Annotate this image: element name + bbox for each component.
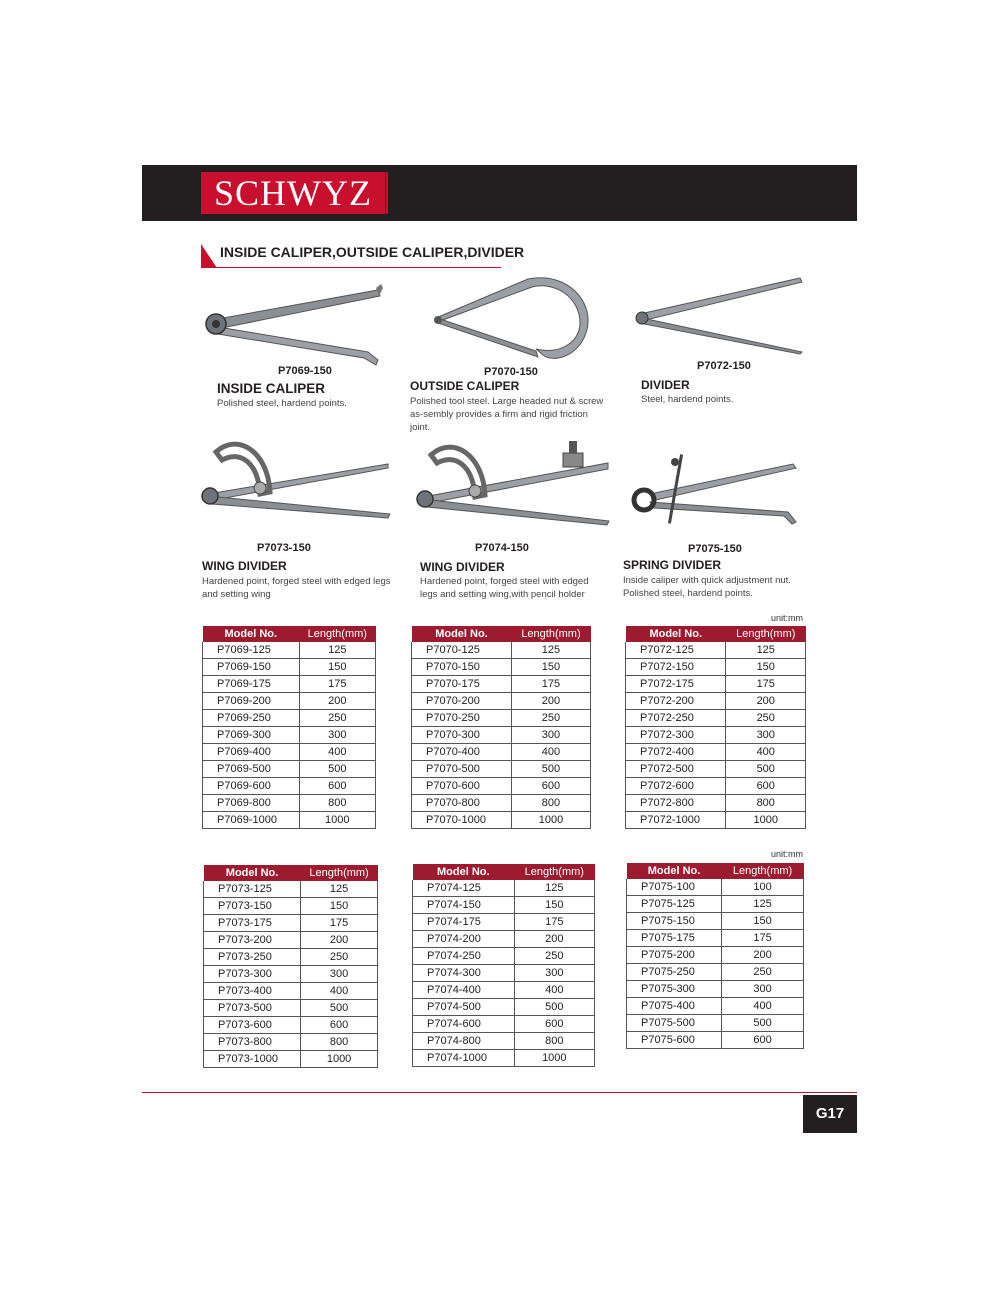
length-cell: 125	[514, 880, 594, 897]
model-cell: P7072-400	[626, 744, 726, 761]
product-desc: Hardened point, forged steel with edged legs and setting wing	[202, 576, 391, 600]
model-cell: P7074-175	[413, 914, 515, 931]
product-name: WING DIVIDER	[202, 559, 287, 573]
section-underline	[201, 267, 501, 268]
model-cell: P7073-300	[204, 966, 301, 983]
product-name: SPRING DIVIDER	[623, 558, 722, 572]
length-cell: 600	[514, 1016, 594, 1033]
model-cell: P7075-300	[627, 981, 722, 998]
table-row	[204, 881, 378, 898]
model-cell: P7075-125	[627, 896, 722, 913]
length-cell: 800	[301, 1034, 378, 1051]
product-name: WING DIVIDER	[420, 560, 505, 574]
table-row	[626, 659, 806, 676]
table-header-row	[626, 626, 806, 642]
model-cell: P7072-800	[626, 795, 726, 812]
table-row	[627, 879, 804, 896]
length-cell: 150	[299, 659, 375, 676]
length-cell: 500	[511, 761, 590, 778]
table-row	[203, 659, 376, 676]
table-row	[203, 812, 376, 829]
model-cell: P7073-150	[204, 898, 301, 915]
length-cell: 175	[511, 676, 590, 693]
product-code: P7073-150	[257, 542, 311, 554]
table-row	[412, 642, 591, 659]
model-cell: P7075-400	[627, 998, 722, 1015]
model-cell: P7070-125	[412, 642, 512, 659]
table-row	[626, 795, 806, 812]
model-cell: P7072-1000	[626, 812, 726, 829]
length-cell: 1000	[301, 1051, 378, 1068]
column-header-length: Length(mm)	[726, 626, 806, 642]
table-row	[413, 931, 595, 948]
table-row	[413, 965, 595, 982]
footer-divider	[142, 1092, 857, 1093]
table-row	[627, 981, 804, 998]
table-row	[413, 948, 595, 965]
length-cell: 175	[301, 915, 378, 932]
table-row	[627, 998, 804, 1015]
table-row	[627, 1032, 804, 1049]
model-cell: P7070-1000	[412, 812, 512, 829]
length-cell: 1000	[299, 812, 375, 829]
table-row	[627, 964, 804, 981]
length-cell: 400	[726, 744, 806, 761]
length-cell: 125	[301, 881, 378, 898]
table-row	[626, 778, 806, 795]
model-cell: P7072-250	[626, 710, 726, 727]
table-row	[413, 1016, 595, 1033]
length-cell: 300	[722, 981, 804, 998]
model-cell: P7069-500	[203, 761, 300, 778]
wing-divider-icon	[198, 432, 393, 527]
model-cell: P7075-250	[627, 964, 722, 981]
table-row	[203, 727, 376, 744]
model-cell: P7074-600	[413, 1016, 515, 1033]
divider-icon	[632, 276, 804, 356]
table-row	[412, 693, 591, 710]
table-row	[204, 949, 378, 966]
table-row	[626, 761, 806, 778]
table-row	[412, 744, 591, 761]
model-cell: P7070-600	[412, 778, 512, 795]
product-name: OUTSIDE CALIPER	[410, 379, 520, 393]
model-cell: P7070-500	[412, 761, 512, 778]
spring-divider-icon	[628, 452, 800, 527]
length-cell: 200	[726, 693, 806, 710]
table-row	[204, 932, 378, 949]
page-number: G17	[803, 1095, 857, 1133]
column-header-length: Length(mm)	[514, 864, 594, 880]
model-cell: P7070-400	[412, 744, 512, 761]
product-desc: Inside caliper with quick adjustment nut. Polished steel, hardend points.	[623, 575, 791, 599]
spec-table-p7075	[626, 863, 804, 1049]
table-row	[627, 1015, 804, 1032]
length-cell: 400	[514, 982, 594, 999]
table-row	[204, 983, 378, 1000]
table-header-row	[204, 865, 378, 881]
model-cell: P7070-150	[412, 659, 512, 676]
brand-logo: SCHWYZ	[201, 172, 385, 214]
table-row	[203, 676, 376, 693]
column-header-model: Model No.	[413, 864, 515, 880]
column-header-length: Length(mm)	[511, 626, 590, 642]
length-cell: 500	[726, 761, 806, 778]
table-row	[627, 947, 804, 964]
table-row	[413, 897, 595, 914]
product-code: P7070-150	[484, 366, 538, 378]
product-code: P7072-150	[697, 360, 751, 372]
model-cell: P7069-150	[203, 659, 300, 676]
product-desc: Polished steel, hardend points.	[217, 398, 347, 409]
table-row	[412, 761, 591, 778]
table-row	[627, 913, 804, 930]
model-cell: P7073-200	[204, 932, 301, 949]
table-row	[204, 1000, 378, 1017]
length-cell: 300	[299, 727, 375, 744]
table-row	[412, 778, 591, 795]
spec-table-p7070	[411, 626, 591, 829]
model-cell: P7074-400	[413, 982, 515, 999]
length-cell: 250	[722, 964, 804, 981]
length-cell: 125	[722, 896, 804, 913]
length-cell: 800	[514, 1033, 594, 1050]
model-cell: P7072-200	[626, 693, 726, 710]
length-cell: 800	[726, 795, 806, 812]
table-row	[412, 710, 591, 727]
length-cell: 1000	[511, 812, 590, 829]
length-cell: 500	[722, 1015, 804, 1032]
model-cell: P7069-600	[203, 778, 300, 795]
table-row	[627, 896, 804, 913]
length-cell: 400	[511, 744, 590, 761]
model-cell: P7069-800	[203, 795, 300, 812]
table-row	[626, 812, 806, 829]
model-cell: P7075-175	[627, 930, 722, 947]
column-header-model: Model No.	[626, 626, 726, 642]
spec-table-p7074	[412, 864, 595, 1067]
length-cell: 125	[726, 642, 806, 659]
outside-caliper-icon	[428, 273, 593, 363]
table-row	[626, 676, 806, 693]
column-header-length: Length(mm)	[299, 626, 375, 642]
length-cell: 150	[511, 659, 590, 676]
table-row	[203, 795, 376, 812]
model-cell: P7069-400	[203, 744, 300, 761]
model-cell: P7074-250	[413, 948, 515, 965]
table-row	[413, 1050, 595, 1067]
product-desc: Hardened point, forged steel with edged legs and setting wing,with pencil holder	[420, 576, 589, 600]
length-cell: 200	[722, 947, 804, 964]
length-cell: 250	[726, 710, 806, 727]
spec-table-p7069	[202, 626, 376, 829]
length-cell: 175	[299, 676, 375, 693]
table-row	[203, 693, 376, 710]
table-row	[626, 727, 806, 744]
model-cell: P7072-125	[626, 642, 726, 659]
table-row	[204, 1017, 378, 1034]
length-cell: 250	[511, 710, 590, 727]
model-cell: P7072-150	[626, 659, 726, 676]
wing-divider-pencil-icon	[413, 435, 611, 530]
length-cell: 400	[299, 744, 375, 761]
model-cell: P7069-300	[203, 727, 300, 744]
table-row	[413, 999, 595, 1016]
model-cell: P7069-1000	[203, 812, 300, 829]
length-cell: 600	[299, 778, 375, 795]
length-cell: 600	[722, 1032, 804, 1049]
product-desc: Polished tool steel. Large headed nut & screw as-sembly provides a firm and rigid friction joint.	[410, 396, 604, 433]
model-cell: P7070-800	[412, 795, 512, 812]
table-row	[413, 982, 595, 999]
model-cell: P7072-500	[626, 761, 726, 778]
table-row	[412, 727, 591, 744]
length-cell: 150	[722, 913, 804, 930]
length-cell: 500	[514, 999, 594, 1016]
product-desc: Steel, hardend points.	[641, 394, 734, 405]
model-cell: P7075-500	[627, 1015, 722, 1032]
table-row	[413, 1033, 595, 1050]
table-row	[412, 676, 591, 693]
length-cell: 250	[299, 710, 375, 727]
table-header-row	[412, 626, 591, 642]
table-row	[203, 744, 376, 761]
table-row	[626, 744, 806, 761]
table-row	[204, 1034, 378, 1051]
length-cell: 150	[514, 897, 594, 914]
model-cell: P7074-500	[413, 999, 515, 1016]
spec-table-p7073	[203, 865, 378, 1068]
spec-table-p7072	[625, 626, 806, 829]
table-row	[204, 1051, 378, 1068]
product-name: DIVIDER	[641, 378, 690, 392]
length-cell: 125	[299, 642, 375, 659]
model-cell: P7069-175	[203, 676, 300, 693]
model-cell: P7073-125	[204, 881, 301, 898]
unit-label: unit:mm	[771, 849, 804, 859]
length-cell: 125	[511, 642, 590, 659]
model-cell: P7070-250	[412, 710, 512, 727]
length-cell: 300	[511, 727, 590, 744]
model-cell: P7073-175	[204, 915, 301, 932]
model-cell: P7069-125	[203, 642, 300, 659]
length-cell: 400	[301, 983, 378, 1000]
inside-caliper-icon	[200, 282, 385, 367]
table-row	[203, 778, 376, 795]
table-row	[204, 915, 378, 932]
column-header-model: Model No.	[412, 626, 512, 642]
model-cell: P7074-800	[413, 1033, 515, 1050]
product-code: P7075-150	[688, 543, 742, 555]
length-cell: 200	[511, 693, 590, 710]
length-cell: 300	[726, 727, 806, 744]
length-cell: 250	[301, 949, 378, 966]
model-cell: P7070-300	[412, 727, 512, 744]
model-cell: P7070-175	[412, 676, 512, 693]
length-cell: 150	[726, 659, 806, 676]
table-row	[203, 710, 376, 727]
table-row	[626, 710, 806, 727]
model-cell: P7073-800	[204, 1034, 301, 1051]
length-cell: 200	[299, 693, 375, 710]
column-header-length: Length(mm)	[722, 863, 804, 879]
table-row	[412, 659, 591, 676]
model-cell: P7074-1000	[413, 1050, 515, 1067]
model-cell: P7073-250	[204, 949, 301, 966]
length-cell: 1000	[514, 1050, 594, 1067]
length-cell: 400	[722, 998, 804, 1015]
table-header-row	[203, 626, 376, 642]
column-header-model: Model No.	[204, 865, 301, 881]
model-cell: P7070-200	[412, 693, 512, 710]
model-cell: P7072-175	[626, 676, 726, 693]
length-cell: 1000	[726, 812, 806, 829]
table-header-row	[413, 864, 595, 880]
model-cell: P7073-600	[204, 1017, 301, 1034]
model-cell: P7072-600	[626, 778, 726, 795]
table-row	[627, 930, 804, 947]
table-row	[412, 795, 591, 812]
table-row	[203, 642, 376, 659]
model-cell: P7074-300	[413, 965, 515, 982]
column-header-model: Model No.	[627, 863, 722, 879]
model-cell: P7074-150	[413, 897, 515, 914]
product-code: P7069-150	[278, 365, 332, 377]
length-cell: 150	[301, 898, 378, 915]
length-cell: 175	[726, 676, 806, 693]
unit-label: unit:mm	[771, 613, 804, 623]
model-cell: P7069-250	[203, 710, 300, 727]
column-header-length: Length(mm)	[301, 865, 378, 881]
model-cell: P7073-1000	[204, 1051, 301, 1068]
model-cell: P7075-600	[627, 1032, 722, 1049]
length-cell: 175	[514, 914, 594, 931]
table-row	[204, 966, 378, 983]
length-cell: 300	[301, 966, 378, 983]
model-cell: P7075-100	[627, 879, 722, 896]
length-cell: 250	[514, 948, 594, 965]
model-cell: P7075-150	[627, 913, 722, 930]
length-cell: 200	[301, 932, 378, 949]
length-cell: 100	[722, 879, 804, 896]
model-cell: P7074-200	[413, 931, 515, 948]
section-title: INSIDE CALIPER,OUTSIDE CALIPER,DIVIDER	[220, 244, 525, 260]
length-cell: 600	[511, 778, 590, 795]
column-header-model: Model No.	[203, 626, 300, 642]
length-cell: 800	[299, 795, 375, 812]
table-row	[203, 761, 376, 778]
length-cell: 600	[726, 778, 806, 795]
table-row	[626, 693, 806, 710]
length-cell: 500	[301, 1000, 378, 1017]
product-code: P7074-150	[475, 542, 529, 554]
length-cell: 175	[722, 930, 804, 947]
table-row	[413, 914, 595, 931]
section-marker-icon	[201, 244, 217, 268]
model-cell: P7075-200	[627, 947, 722, 964]
brand-divider	[386, 172, 388, 214]
model-cell: P7072-300	[626, 727, 726, 744]
length-cell: 800	[511, 795, 590, 812]
length-cell: 200	[514, 931, 594, 948]
table-row	[413, 880, 595, 897]
model-cell: P7074-125	[413, 880, 515, 897]
length-cell: 600	[301, 1017, 378, 1034]
length-cell: 300	[514, 965, 594, 982]
table-header-row	[627, 863, 804, 879]
model-cell: P7073-400	[204, 983, 301, 1000]
product-name: INSIDE CALIPER	[217, 381, 326, 396]
model-cell: P7069-200	[203, 693, 300, 710]
table-row	[412, 812, 591, 829]
table-row	[626, 642, 806, 659]
length-cell: 500	[299, 761, 375, 778]
table-row	[204, 898, 378, 915]
model-cell: P7073-500	[204, 1000, 301, 1017]
